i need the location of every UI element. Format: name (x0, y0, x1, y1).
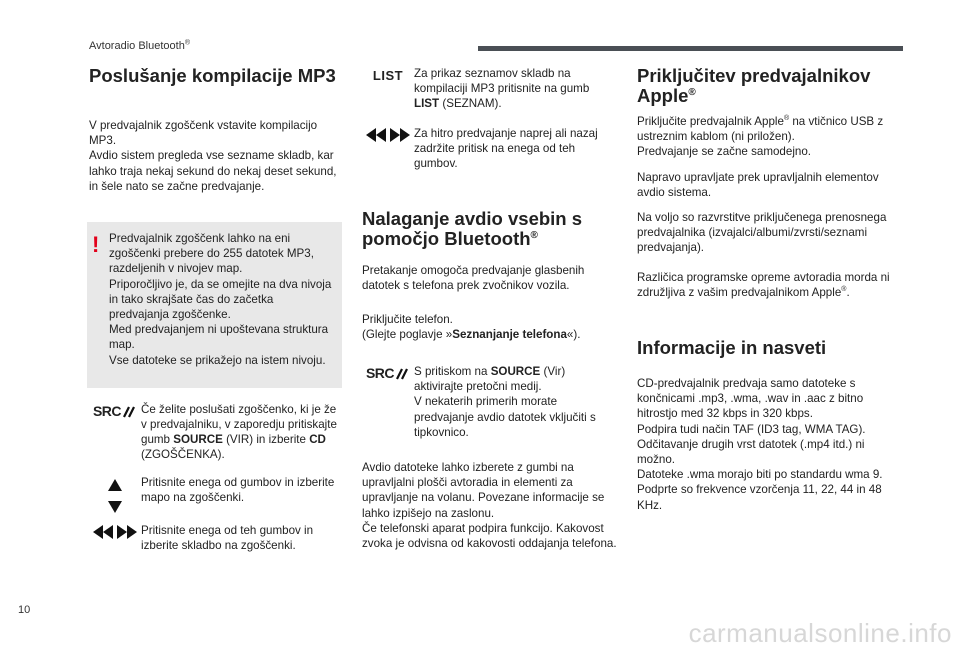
src-button-icon-2: SRC (362, 364, 414, 382)
apple-autoplay: Predvajanje se začne samodejno. (637, 145, 812, 159)
folder-instruction: Pritisnite enega od gumbov in izberite mapo na zgoščenki. (89, 475, 344, 515)
list-instruction: LIST Za prikaz seznamov skladb na kompilaciji MP3 pritisnite na gumb LIST (SEZNAM). (362, 66, 617, 112)
connect-phone: Priključite telefon. (362, 312, 453, 326)
warning-line-1: Predvajalnik zgoščenk lahko na eni zgoščenki prebere do 255 datotek MP3, razdeljenih v nivojev map. (109, 232, 314, 276)
section-heading-info: Informacije in nasveti (637, 337, 827, 359)
section-heading-mp3: Poslušanje kompilacije MP3 (89, 65, 336, 86)
column-1 (89, 66, 344, 553)
fast-forward-instruction: Za hitro predvajanje naprej ali nazaj zadržite pritisk na enega od teh gumbov. (362, 126, 617, 172)
watermark: carmanualsonline.info (688, 618, 952, 648)
apple-control: Napravo upravljate prek upravljalnih elementov avdio sistema. (637, 170, 879, 199)
mp3-intro-1: V predvajalnik zgoščenk vstavite kompilacijo MP3. (89, 119, 318, 148)
src-button-icon: SRC (89, 402, 141, 420)
fast-forward-rewind-icon (362, 126, 414, 142)
apple-sorting: Na voljo so razvrstitve priključenega prenosnega predvajalnika (izvajalci/albumi/zvrsti/seznami predvajanja). (637, 211, 887, 255)
mp3-intro-2: Avdio sistem pregleda vse sezname skladb, kar lahko traja nekaj sekund do nekaj deset sekund, in šele nato se začne predvajanje. (89, 149, 337, 193)
warning-line-4: Vse datoteke se prikažejo na istem nivoju. (109, 353, 326, 367)
running-header: Avtoradio Bluetooth® (89, 39, 190, 52)
warning-icon: ! (92, 232, 100, 258)
left-right-arrows-icon (89, 523, 141, 539)
streaming-intro: Pretakanje omogoča predvajanje glasbenih datotek s telefona prek zvočnikov vozila. (362, 264, 585, 293)
src-instruction: SRC Če želite poslušati zgoščenko, ki je že v predvajalniku, v zaporedju pritiskajte gumb SOURCE (VIR) in izberite CD (ZGOŠČENKA). (89, 402, 344, 463)
section-heading-bluetooth: Nalaganje avdio vsebin s pomočjo Bluetooth® (362, 208, 583, 250)
info-paragraph: CD-predvajalnik predvaja samo datoteke s končnicami .mp3, .wma, .wav in .aac z bitno hitrostjo med 32 kbps in 320 kbps. Podpira tudi način TAF (ID3 tag, WMA TAG). Odčitavanje drugih vrst datotek (.mp4 itd.) ni možno. Datoteke .wma morajo biti po standardu wma 9. Podprte so frekvence vzorčenja 11, 22, 44 in 48 KHz. (637, 377, 883, 512)
apple-connect: Priključite predvajalnik Apple® na vtičnico USB z ustreznim kablom (ni priložen). (637, 115, 884, 144)
src-streaming-instruction: SRC S pritiskom na SOURCE (Vir) aktivirajte pretočni medij. V nekaterih primerih morate predvajanje avdio datotek vključiti s tipkovnico. (362, 364, 617, 440)
apple-compat: Različica programske opreme avtoradia morda ni združljiva z vašim predvajalnikom Apple®. (637, 270, 890, 299)
header-bar (478, 46, 903, 51)
section-heading-apple: Priključitev predvajalnikov Apple® (637, 65, 871, 106)
selection-info-2: Če telefonski aparat podpira funkcijo. Kakovost zvoka je odvisna od kakovosti oddajanja telefona. (362, 521, 617, 551)
warning-box (87, 222, 342, 388)
page-number: 10 (18, 604, 31, 616)
warning-line-3: Med predvajanjem ni upoštevana struktura map. (109, 323, 329, 352)
track-instruction: Pritisnite enega od teh gumbov in izberite skladbo na zgoščenki. (89, 523, 344, 553)
column-3 (637, 66, 897, 513)
column-2 (362, 66, 617, 551)
up-down-arrows-icon (89, 475, 141, 515)
selection-info-1: Avdio datoteke lahko izberete z gumbi na upravljalni plošči avtoradia in elementi za upravljanje na volanu. Povezane informacije se lahko izpišejo na zaslonu. (362, 461, 605, 520)
see-chapter: (Glejte poglavje »Seznanjanje telefona«). (362, 327, 581, 341)
warning-line-2: Priporočljivo je, da se omejite na dva nivoja in tako skrajšate čas do začetka predvajanja zgoščenke. (109, 277, 332, 322)
list-button-icon: LIST (372, 68, 404, 83)
